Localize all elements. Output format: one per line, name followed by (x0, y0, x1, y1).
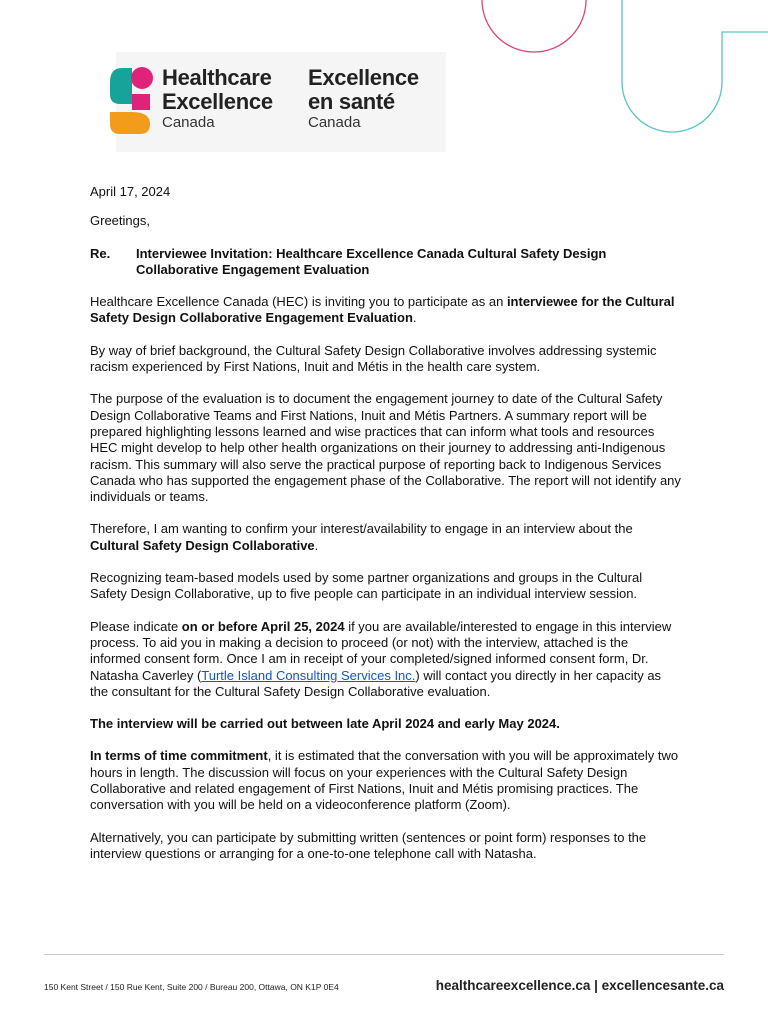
p1-bold: interviewee for the Cultural Safety Design Collaborative Engagement Evaluation (90, 294, 675, 326)
p1-text-c: . (412, 310, 417, 326)
paragraph-purpose: The purpose of the evaluation is to document the engagement journey to date of the Cultural Safety Design Collaborative Teams and First Nations, Inuit and Métis Partners. A summary report will be prepared highlighting lessons learned and wise practices that can inform what tools and resources HEC might develop to help other health organizations on their journey to addressing anti-Indigenous racism. This summary will also serve the practical purpose of reporting back to Indigenous Services Canada who has supported the engagement phase of the Collaborative. The report will not identify any individuals or teams. (90, 391, 681, 505)
paragraph-background: By way of brief background, the Cultural Safety Design Collaborative involves addressing systemic racism experienced by First Nations, Inuit and Métis in the health care system. (90, 342, 657, 375)
re-subject: Interviewee Invitation: Healthcare Excellence Canada Cultural Safety Design Collaborative Engagement Evaluation (136, 245, 607, 277)
paragraph-team-models: Recognizing team-based models used by some partner organizations and groups in the Cultural Safety Design Collaborative, up to five people can participate in an individual interview session. (90, 570, 643, 602)
logo-text-english (162, 66, 273, 132)
p6-text-a: Please indicate (90, 618, 182, 634)
logo-en-line3: Canada (162, 114, 215, 131)
p6-text-c: if you are available/interested to engage in this interview process. To aid you in making a decision to proceed (or not) with the interview, attached is the informed consent form. Once I am in receipt of your completed/signed informed consent form, Dr. Natasha Caverley ( (90, 618, 672, 683)
hec-logo-mark-icon (110, 64, 156, 136)
p1-text-a: Healthcare Excellence Canada (HEC) is inviting you to participate as an (90, 294, 507, 310)
paragraph-confirm (90, 521, 682, 554)
logo-text-french (308, 66, 419, 132)
paragraph-timing (90, 716, 682, 732)
footer-websites[interactable]: healthcareexcellence.ca | excellencesante.ca (435, 978, 724, 993)
letter-date: April 17, 2024 (90, 184, 171, 199)
p7-bold: The interview will be carried out between late April 2024 and early May 2024. (90, 716, 560, 732)
letter-body (90, 184, 682, 878)
logo-fr-line1: Excellence (308, 65, 419, 90)
logo-en-line1: Healthcare (162, 65, 272, 90)
p6-bold-deadline: on or before April 25, 2024 (181, 618, 345, 634)
cyan-arc (622, 0, 768, 132)
turtle-island-link[interactable]: Turtle Island Consulting Services Inc. (201, 667, 416, 683)
logo-fr-line2: en santé (308, 89, 395, 114)
paragraph-invitation (90, 294, 682, 327)
footer-divider (44, 954, 724, 955)
p4-text-a: Therefore, I am wanting to confirm your interest/availability to engage in an interview about the (90, 521, 633, 537)
p4-text-c: . (314, 537, 319, 553)
paragraph-commitment (90, 748, 682, 813)
paragraph-alternative: Alternatively, you can participate by submitting written (sentences or point form) responses to the interview questions or arranging for a one-to-one telephone call with Natasha. (90, 829, 647, 861)
re-label: Re. (90, 245, 111, 261)
logo-en-line2: Excellence (162, 89, 273, 114)
footer-address: 150 Kent Street / 150 Rue Kent, Suite 200 / Bureau 200, Ottawa, ON K1P 0E4 (44, 982, 339, 992)
greeting: Greetings, (90, 213, 150, 229)
paragraph-deadline (90, 619, 682, 700)
re-line (90, 246, 682, 279)
p8-bold: In terms of time commitment (90, 748, 268, 764)
p8-text: , it is estimated that the conversation with you will be approximately two hours in length. The discussion will focus on your experiences with the Cultural Safety Design Collaborative and related engagement of First Nations, Inuit and Métis promising practices. The conversation with you will be held on a videoconference platform (Zoom). (90, 748, 679, 813)
p6-text-d: ) will contact you directly in her capacity as the consultant for the Cultural Safety Design Collaborative evaluation. (90, 667, 662, 699)
logo-fr-line3: Canada (308, 114, 361, 131)
pink-arc (482, 0, 586, 52)
p4-bold: Cultural Safety Design Collaborative (90, 537, 315, 553)
